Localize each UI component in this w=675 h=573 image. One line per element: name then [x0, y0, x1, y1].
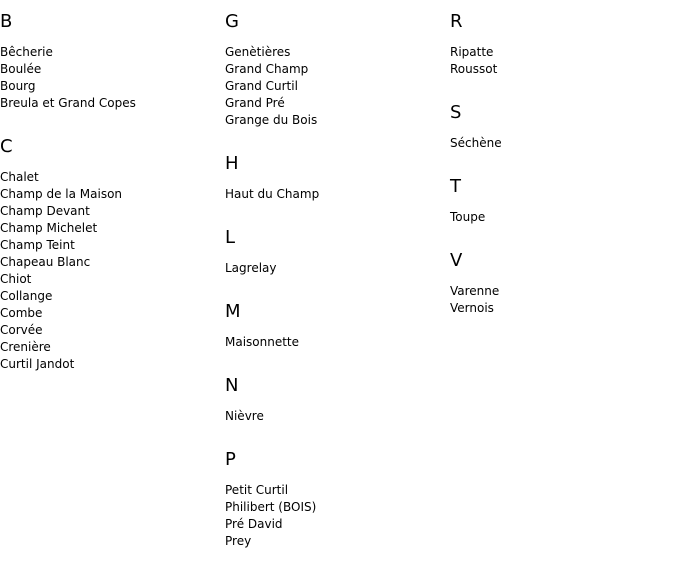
list-item[interactable]: Champ Devant — [0, 204, 90, 218]
list-item[interactable]: Chapeau Blanc — [0, 255, 91, 269]
letter-heading-t: T — [450, 176, 461, 197]
list-item[interactable]: Boulée — [0, 62, 42, 76]
letter-group-r — [450, 10, 670, 78]
letter-heading-l: L — [225, 227, 236, 248]
list-item[interactable]: Haut du Champ — [225, 187, 320, 201]
letter-group-m — [225, 300, 445, 351]
list-item[interactable]: Varenne — [450, 284, 500, 298]
list-item[interactable]: Genètières — [225, 45, 291, 59]
list-item[interactable]: Grand Curtil — [225, 79, 298, 93]
list-item[interactable]: Vernois — [450, 301, 494, 315]
index-column-1 — [0, 10, 220, 396]
list-item[interactable]: Combe — [0, 306, 43, 320]
list-item[interactable]: Maisonnette — [225, 335, 300, 349]
list-item[interactable]: Petit Curtil — [225, 483, 289, 497]
list-item[interactable]: Grand Champ — [225, 62, 309, 76]
letter-heading-g: G — [225, 11, 239, 32]
letter-heading-s: S — [450, 102, 462, 123]
list-item[interactable]: Corvée — [0, 323, 43, 337]
index-column-3 — [450, 10, 670, 340]
list-item[interactable]: Champ de la Maison — [0, 187, 123, 201]
letter-heading-p: P — [225, 449, 236, 470]
list-item[interactable]: Champ Teint — [0, 238, 75, 252]
list-item[interactable]: Collange — [0, 289, 53, 303]
list-item[interactable]: Philibert (BOIS) — [225, 500, 317, 514]
letter-group-p — [225, 448, 445, 550]
list-item[interactable]: Bêcherie — [0, 45, 53, 59]
list-item[interactable]: Breula et Grand Copes — [0, 96, 136, 110]
list-item[interactable]: Roussot — [450, 62, 498, 76]
list-item[interactable]: Séchène — [450, 136, 502, 150]
letter-group-s — [450, 101, 670, 152]
index-column-2 — [225, 10, 445, 573]
list-item[interactable]: Ripatte — [450, 45, 494, 59]
letter-group-c — [0, 135, 220, 373]
letter-heading-m: M — [225, 301, 241, 322]
letter-group-t — [450, 175, 670, 226]
letter-heading-n: N — [225, 375, 239, 396]
letter-heading-b: B — [0, 11, 13, 32]
list-item[interactable]: Chiot — [0, 272, 32, 286]
letter-group-l — [225, 226, 445, 277]
letter-heading-r: R — [450, 11, 463, 32]
list-item[interactable]: Toupe — [450, 210, 486, 224]
letter-group-g — [225, 10, 445, 129]
list-item[interactable]: Lagrelay — [225, 261, 277, 275]
list-item[interactable]: Crenière — [0, 340, 51, 354]
list-item[interactable]: Champ Michelet — [0, 221, 98, 235]
letter-heading-v: V — [450, 250, 463, 271]
list-item[interactable]: Prey — [225, 534, 252, 548]
list-item[interactable]: Chalet — [0, 170, 39, 184]
list-item[interactable]: Grange du Bois — [225, 113, 318, 127]
letter-heading-h: H — [225, 153, 239, 174]
letter-heading-c: C — [0, 136, 13, 157]
list-item[interactable]: Bourg — [0, 79, 36, 93]
list-item[interactable]: Curtil Jandot — [0, 357, 75, 371]
list-item[interactable]: Pré David — [225, 517, 283, 531]
letter-group-v — [450, 249, 670, 317]
letter-group-b — [0, 10, 220, 112]
list-item[interactable]: Grand Pré — [225, 96, 285, 110]
letter-group-n — [225, 374, 445, 425]
list-item[interactable]: Nièvre — [225, 409, 264, 423]
letter-group-h — [225, 152, 445, 203]
